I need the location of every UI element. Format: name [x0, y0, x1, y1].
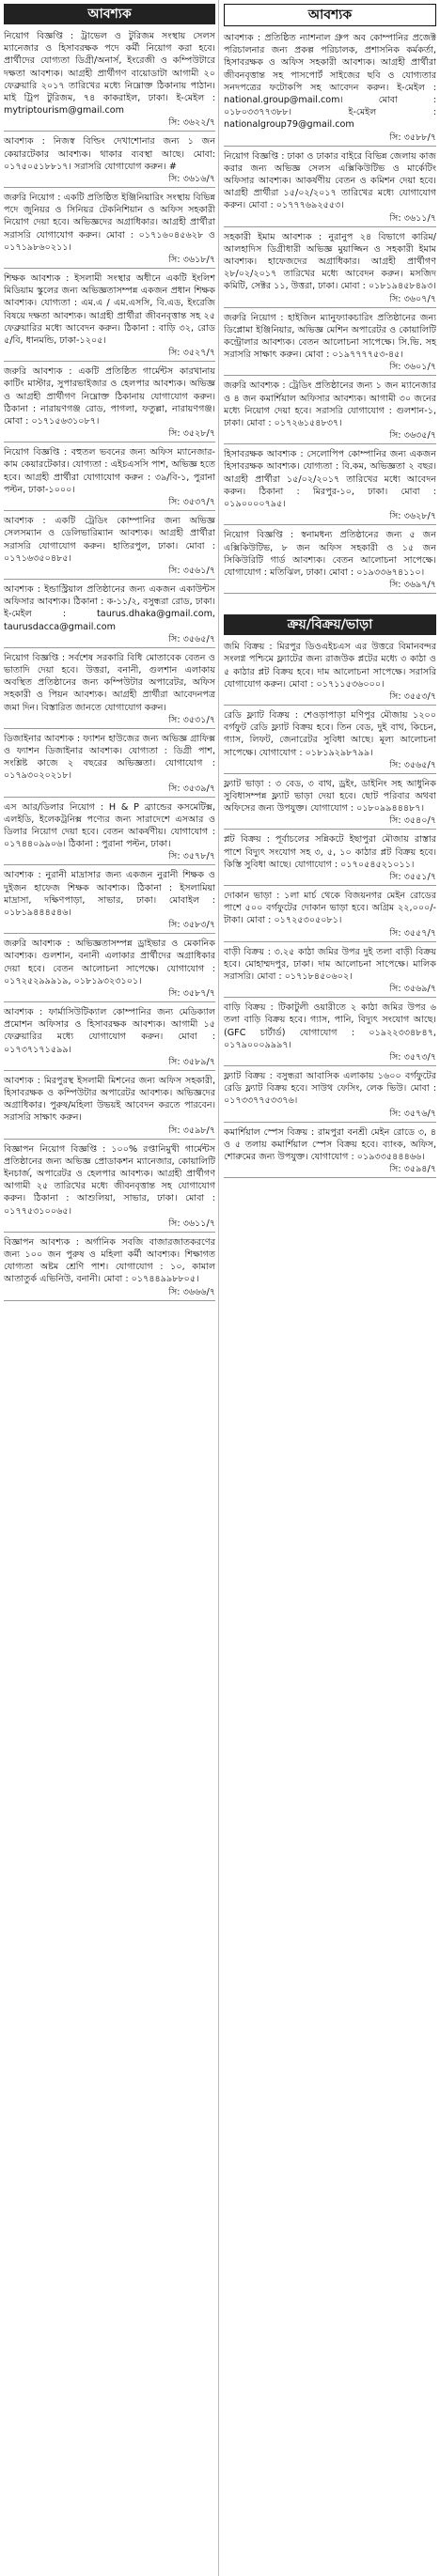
classified-ad-id: সি: ৩৫৩৭/৭ — [4, 496, 215, 511]
classified-ad — [224, 833, 436, 886]
classified-ad-id: সি: ৩৬২২/৭ — [4, 116, 215, 132]
classified-ad-text: নিয়োগ বিজ্ঞপ্তি : বহুতল ভবনের জন্য অফিস ম্যানেজার-কাম কেয়ারটেকার। যোগ্যতা : এইচএসসি পাশ, অভিজ্ঞ হতে হবে। আগ্রহী প্রার্থীরা যোগাযোগ করুন : ৩৯/বি-১, পুরানা পল্টন, ঢাকা-১০০০। — [4, 447, 215, 495]
classified-ad — [224, 778, 436, 830]
classified-ad-text: নিয়োগ বিজ্ঞপ্তি : সর্বশেষ সরকারি বিধি মোতাবেক বেতন ও ভাতাদি দেয়া হবে। উত্তরা, বনানী, গুলশান এলাকায় অবস্থিত প্রতিষ্ঠানের জন্য কম্পিউটার অপারেটর, অফিস সহকারী ও পিয়ন আবশ্যক। আগ্রহী প্রার্থীরা আবেদনপত্র জমা দিন। বিস্তারিত জানতে যোগাযোগ করুন। — [4, 652, 215, 713]
classified-ad — [4, 30, 215, 132]
classified-ad-text: আবশ্যক : ইন্ডাস্ট্রিয়াল প্রতিষ্ঠানের জন্য একজন একাউন্টস অফিসার আবশ্যক। ঠিকানা : ক-১১/২, বসুন্ধরা রোড, ঢাকা। ই-মেইল : taurus.dhaka@gmail.com, taurusdacca@gmail.com — [4, 583, 215, 632]
classified-ad — [4, 515, 215, 580]
classified-ad-text: রেডি ফ্ল্যাট বিক্রয় : শেওড়াপাড়া মণিপুর মৌজায় ১২০০ বর্গফুট রেডি ফ্ল্যাট বিক্রয় হবে। তিন বেড, দুই বাথ, কিচেন, গ্যাস, লিফট, জেনারেটর সুবিধা আছে। মূল্য আলোচনা সাপেক্ষে। যোগাযোগ : ০১৮১৯২৯৮৭৯৯। — [224, 709, 436, 758]
classified-ad — [4, 938, 215, 1002]
classified-ad-id: সি: ৩৫৫৩/৭ — [224, 691, 436, 706]
classified-ad-text: জরুরি আবশ্যক : একটি প্রতিষ্ঠিত গার্মেন্টস কারখানায় কাটিং মাস্টার, সুপারভাইজার ও হেলপার আবশ্যক। অভিজ্ঞ ও আগ্রহী প্রার্থীগণ নিম্নোক্ত ঠিকানায় যোগাযোগ করুন। ঠিকানা : নারায়ণগঞ্জ রোড, পাগলা, ফতুল্লা, নারায়ণগঞ্জ। মোবা : ০১৭১৫৬৩১০৮৭। — [4, 366, 215, 427]
classified-ad-id: সি: ৩৫২৭/৭ — [4, 347, 215, 362]
classified-ad — [224, 448, 436, 525]
classified-ad-id: সি: ৩৬৯৭/৭ — [224, 579, 436, 594]
column-divider — [218, 0, 219, 2576]
classified-ad-text: আবশ্যক : ফার্মাসিউটিক্যাল কোম্পানির জন্য মেডিক্যাল প্রমোশন অফিসার ও হিসাবরক্ষক আবশ্যক। আগামী ১৫ ফেব্রুয়ারির মধ্যে যোগাযোগ করুন। মোবা : ০১৭৩৭১৭১৫৯৯। — [4, 1006, 215, 1055]
classified-ad — [224, 641, 436, 706]
classified-ad-text: ফ্ল্যাট ভাড়া : ৩ বেড, ৩ বাথ, ড্রইং, ডাইনিং সহ আধুনিক সুবিধাসম্পন্ন ফ্ল্যাট ভাড়া দেয়া হবে। ছোট পরিবার অথবা অফিসের জন্য উপযুক্ত। যোগাযোগ : ০১৮০৯৯৪৪৪৮৭। — [224, 778, 436, 815]
classified-ad-text: আবশ্যক : প্রতিষ্ঠিত ন্যাশনাল গ্রুপ অব কোম্পানির প্রজেক্ট পরিচালনার জন্য প্রকল্প পরিচালক, প্রশাসনিক কর্মকর্তা, হিসাবরক্ষক ও অফিস সহকারী আবশ্যক। আগ্রহী প্রার্থীরা জীবনবৃত্তান্ত সহ পাসপোর্ট সাইজের ছবি ও যোগ্যতার সনদপত্রের ফটোকপি সহ আবেদন করুন। ই-মেইল : national.group@mail.com। মোবা : ০১৮০৩৩৭৭৩৮৮। ই-মেইল : nationalgroup79@gmail.com — [224, 33, 436, 131]
classified-ad-text: দোকান ভাড়া : ১লা মার্চ থেকে বিজয়নগর মেইন রোডের পাশে ৫০০ বর্গফুটের দোকান ভাড়া হবে। অগ্রিম ২২,০০০/- টাকা। মোবা : ০১৭২৫৩০৫০৮১। — [224, 890, 436, 926]
classified-ad-text: সহকারী ইমাম আবশ্যক : নুরানুপ ২৪ বিভাগে কারিম/আলহাদিস ডিগ্রীধারী অভিজ্ঞ মুয়াজ্জিন ও সহকারী ইমাম আবশ্যক। হাফেজদের অগ্রাধিকার। আগ্রহী প্রার্থীগণ ২৮/০২/২০১৭ তারিখের মধ্যে আবেদন করুন। মসজিদ কমিটি, সেক্টর ১১, উত্তরা, ঢাকা। মোবা : ০১৮১৯৪৫৮৪৯৩। — [224, 231, 436, 292]
classified-ad — [224, 380, 436, 444]
classified-ad-id: সি: ৩৫৩৯/৭ — [4, 783, 215, 798]
classified-ad — [224, 946, 436, 999]
classified-ad-id: সি: ৩৫৮৩/৭ — [4, 919, 215, 934]
classified-ad — [4, 733, 215, 798]
classified-ad — [4, 446, 215, 511]
classified-ad-id: সি: ৩৬১১/৭ — [4, 1218, 215, 1233]
classified-ad-text: নিয়োগ বিজ্ঞপ্তি : ঢাকা ও ঢাকার বাইরে বিভিন্ন জেলায় কাজ করার জন্য অভিজ্ঞ সেলস এক্সিকিউটিভ ও মার্কেটিং অফিসার আবশ্যক। আকর্ষণীয় বেতন ও কমিশন দেয়া হবে। আগ্রহী প্রার্থীরা ১৫/০২/২০১৭ তারিখের মধ্যে যোগাযোগ করুন। মোবা : ০১৭৭৭৬৯২৫৫৩। — [224, 150, 436, 211]
classified-list-left — [4, 30, 215, 1301]
classified-ad-id: সি: ৩৬১১/৭ — [224, 212, 436, 227]
classified-ad — [224, 709, 436, 774]
classified-ad-text: প্লট বিক্রয় : পূর্বাচলের সন্নিকটে ইছাপুরা মৌজায় রাস্তার পাশে বিদ্যুৎ সংযোগ সহ ৩, ৫, ১০ কাঠার প্লট বিক্রয় হবে। কিস্তি সুবিধা আছে। যোগাযোগ : ০১৭০৫৪৫২১০১১। — [224, 834, 436, 870]
classified-ad-id: সি: ৩৫৯৮/৭ — [4, 1125, 215, 1140]
classified-ad-id: সি: ৩৬৬৬/৭ — [4, 1286, 215, 1301]
classified-ad-id: সি: ৩৫৪০/৭ — [224, 815, 436, 830]
classified-ad-text: হিসাবরক্ষক আবশ্যক : সেলোপিপ কোম্পানির জন্য একজন হিসাবরক্ষক আবশ্যক। যোগ্যতা : বি.কম, অভিজ্ঞতা ২ বছর। আগ্রহী প্রার্থীরা ১৫/০২/২০১৭ তারিখের মধ্যে আবেদন করুন। ঠিকানা : মিরপুর-১০, ঢাকা। মোবা : ০১৯০০০০৭৯৫। — [224, 449, 436, 510]
classified-ad — [4, 869, 215, 934]
classified-ad-id: সি: ৩৫৩১/৭ — [4, 714, 215, 729]
left-column — [4, 4, 215, 1305]
section-header-wanted: আবশ্যক — [4, 4, 215, 24]
classified-ad-id: সি: ৩৫৯৪/৭ — [224, 1163, 436, 1178]
classified-ad-text: জরুরি আবশ্যক : ট্রেডিং প্রতিষ্ঠানের জন্য ১ জন ম্যানেজার ও ৪ জন কমার্শিয়াল অফিসার আবশ্যক। আগামী ৩০ জনের মধ্যে নিয়োগ দেয়া হবে। সরাসরি যোগাযোগ : গুলশান-১, ঢাকা। মোবা : ০১৭২৬১৫৪৮৩৭। — [224, 380, 436, 429]
classified-ad-text: বিজ্ঞাপন আবশ্যক : অর্গানিক সবজি বাজারজাতকরণের জন্য ১০০ জন পুরুষ ও মহিলা কর্মী আবশ্যক। শিক্ষাগত যোগ্যতা অষ্টম শ্রেণি পাশ। যোগাযোগ : ১০, কামাল আতাতুর্ক এভিনিউ, বনানী। মোবা : ০১৭৪৪৯৯৮৮০৫। — [4, 1236, 215, 1285]
classified-ad — [224, 890, 436, 942]
section-header-buy-sell-rent: ক্রয়/বিক্রয়/ভাড়া — [224, 614, 436, 635]
classified-ad-id: সি: ৩৬২৮/৭ — [224, 510, 436, 525]
classified-ad-id: সি: ৩৫৬৯/৭ — [224, 983, 436, 998]
classified-ad — [4, 1075, 215, 1140]
classified-ad-text: জরুরি আবশ্যক : অভিজ্ঞতাসম্পন্ন ড্রাইভার ও মেকানিক আবশ্যক। গুলশান, বনানী এলাকার প্রার্থীদের অগ্রাধিকার দেয়া হবে। বেতন আলোচনা সাপেক্ষে। যোগাযোগ : ০১৭২৫২৯৯৯১৯, ০১৮১৯৩২৩১০১। — [4, 939, 215, 986]
classified-ad-id: সি: ৩৫৫৭/৭ — [224, 927, 436, 942]
classified-ad-id: সি: ৩৫৭৬/৭ — [224, 1108, 436, 1123]
classified-ad-text: শিক্ষক আবশ্যক : ইসলামী সংস্থার অধীনে একটি ইংলিশ মিডিয়াম স্কুলের জন্য অভিজ্ঞতাসম্পন্ন একজন প্রধান শিক্ষক আবশ্যক। যোগ্যতা : এম.এ / এম.এসসি, বি.এড, ইংরেজি বিষয়ে দক্ষতা আবশ্যক। আগ্রহী প্রার্থীরা জীবনবৃত্তান্ত সহ ২৫ ফেব্রুয়ারির মধ্যে আবেদন করুন। ঠিকানা : বাড়ি ৩২, রোড ৫/বি, ধানমন্ডি, ঢাকা-১২০৫। — [4, 273, 215, 347]
classified-ad-text: বাড়ি বিক্রয় : টিকাটুলী ওয়ারীতে ২ কাঠা জমির উপর ৬ তলা বাড়ি বিক্রয় হবে। গ্যাস, পানি, বিদ্যুৎ সংযোগ আছে। (GFC চার্টার্ড) যোগাযোগ : ০১৯২২৩৩৪৮৪৭, ০১৭৯০০০৯৯৯৭। — [224, 1002, 436, 1050]
classified-ad — [224, 529, 436, 594]
classified-ad-id: সি: ৩৫৮৯/৭ — [4, 1056, 215, 1071]
classified-ad-id: সি: ৩৫৫১/৭ — [224, 871, 436, 886]
classified-ad-text: নিয়োগ বিজ্ঞপ্তি : স্বনামধন্য প্রতিষ্ঠানের জন্য ৫ জন এক্সিকিউটিভ, ৮ জন অফিস সহকারী ও ১৫ জন সিকিউরিটি গার্ড আবশ্যক। বেতন আলোচনা সাপেক্ষে। যোগাযোগ : মতিঝিল, ঢাকা। মোবা : ০১৯৩৩৬৭৪১১০। — [224, 530, 436, 578]
classified-ad-text: ফ্ল্যাট বিক্রয় : বসুন্ধরা আবাসিক এলাকায় ১৬০০ বর্গফুটের রেডি ফ্ল্যাট বিক্রয় হবে। সাউথ ফেসিং, লেক ভিউ। মোবা : ০১৭৩৩৭৭৫৩৩৭৬। — [224, 1070, 436, 1107]
classified-ad — [4, 192, 215, 269]
classified-ad-id: সি: ৩৬০৭/৭ — [224, 293, 436, 308]
classified-ad-text: এস আর/ডিলার নিয়োগ : H & P ব্র্যান্ডের কসমেটিক্স, এলইডি, ইলেকট্রনিক্স পণ্যের জন্য সারাদেশে এসআর ও ডিলার নিয়োগ দেয়া হবে। বেতন আকর্ষণীয়। যোগাযোগ : ০১৭৪৪০৯৯০৬। ঠিকানা : পুরানা পল্টন, ঢাকা। — [4, 801, 215, 850]
right-column — [224, 4, 436, 1182]
classified-ad — [224, 32, 436, 147]
classified-ad-id: সি: ৩৬৩৫/৭ — [224, 429, 436, 444]
classified-ad-text: জরুরি নিয়োগ : হাইজিন ম্যানুফ্যাকচারিং প্রতিষ্ঠানের জন্য ডিপ্লোমা ইঞ্জিনিয়ার, অভিজ্ঞ মেশিন অপারেটর ও কোয়ালিটি কন্ট্রোলার আবশ্যক। বেতন আলোচনা সাপেক্ষে। সি.ভি. সহ সরাসরি সাক্ষাৎ করুন। মোবা : ০১৯৭৭৭৭৫৩-৪৫। — [224, 312, 436, 361]
classified-ad — [224, 231, 436, 308]
classified-ad-text: বাড়ী বিক্রয় : ৩.২৫ কাঠা জমির উপর দুই তলা বাড়ী বিক্রয় হবে। মোহাম্মদপুর, ঢাকা। দাম আলোচনা সাপেক্ষে। মালিক সরাসরি। মোবা : ০১৭১৮৪৫০৬০২। — [224, 946, 436, 982]
section-header-wanted-right: আবশ্যক — [224, 4, 436, 26]
classified-ad — [4, 1236, 215, 1301]
classified-ad-id: সি: ৩৬১৬/৭ — [4, 173, 215, 188]
classified-ad — [4, 272, 215, 362]
classified-ad-text: আবশ্যক : একটি ট্রেডিং কোম্পানির জন্য অভিজ্ঞ সেলসম্যান ও ডেলিভারিম্যান আবশ্যক। আগ্রহী প্রার্থীরা সরাসরি যোগাযোগ করুন। হাতিরপুল, ঢাকা। মোবা : ০১৭১৬৩৫০৪৮৫। — [4, 516, 215, 564]
classified-ad-text: ডিজাইনার আবশ্যক : ফ্যাশন হাউজের জন্য অভিজ্ঞ গ্রাফিক্স ও ফ্যাশন ডিজাইনার আবশ্যক। যোগ্যতা : ডিগ্রী পাশ, সংশ্লিষ্ট কাজে ২ বছরের অভিজ্ঞতা। যোগাযোগ : ০১৭৯৩০২০২১৮। — [4, 733, 215, 782]
classified-ad-text: বিজ্ঞাপন নিয়োগ বিজ্ঞপ্তি : ১০০% রপ্তানিমুখী গার্মেন্টস প্রতিষ্ঠানের জন্য অভিজ্ঞ প্রোডাকশন ম্যানেজার, কোয়ালিটি ইনচার্জ, অপারেটর ও হেলপার আবশ্যক। আগ্রহী প্রার্থীগণ আগামী ২৫ তারিখের মধ্যে জীবনবৃত্তান্ত সহ যোগাযোগ করুন। ঠিকানা : আশুলিয়া, সাভার, ঢাকা। মোবা : ০১৭৭৫৩১০০৬৫। — [4, 1143, 215, 1217]
classified-ad — [4, 652, 215, 729]
classified-ad-text: আবশ্যক : নুরানী মাদ্রাসার জন্য একজন নুরানী শিক্ষক ও দুইজন হাফেজ শিক্ষক আবশ্যক। ঠিকানা : ইসলামিয়া মাদ্রাসা, দক্ষিণপাড়া, সাভার, ঢাকা। মোবাইল : ০১৮১৯৪৪৪৫৪৬। — [4, 870, 215, 918]
classified-ad — [4, 365, 215, 442]
classified-ad-id: সি: ৩৬১৮/৭ — [4, 254, 215, 269]
classified-ad-text: আবশ্যক : মিরপুরস্থ ইসলামী মিশনের জন্য অফিস সহকারী, হিসাবরক্ষক ও কম্পিউটার অপারেটর আবশ্যক। অভিজ্ঞদের অগ্রাধিকার। পুরুষ/মহিলা উভয়ই আবেদন করতে পারবেন। সরাসরি সাক্ষাৎ করুন। — [4, 1075, 215, 1124]
classified-ad — [224, 150, 436, 227]
classified-ad-id: সি: ৩৫৬৫/৭ — [4, 633, 215, 648]
classified-ad-id: সি: ৩৫৮৮/৭ — [224, 132, 436, 147]
classified-ad-id: সি: ৩৫৬৫/৭ — [224, 759, 436, 774]
classified-ad — [224, 1126, 436, 1179]
classified-ad-id: সি: ৩৬০১/৭ — [224, 361, 436, 376]
classified-ad — [224, 312, 436, 377]
classified-ad — [4, 1143, 215, 1233]
classified-ad-id: সি: ৩৫৮৭/৭ — [4, 987, 215, 1002]
classified-ad — [4, 135, 215, 188]
classified-ad-text: আবশ্যক : নিজস্ব বিল্ডিং দেখাশোনার জন্য ১ জন কেয়ারটেকার আবশ্যক। থাকার ব্যবস্থা আছে। মোবা: ০১৭৫০৫১৮৮১৭। সরাসরি যোগাযোগ করুন। # — [4, 136, 215, 172]
classified-list-right-wanted — [224, 32, 436, 594]
classified-ad-id: সি: ৩৫২৮/৭ — [4, 427, 215, 442]
classified-ad-text: জরুরি নিয়োগ : একটি প্রতিষ্ঠিত ইঞ্জিনিয়ারিং সংস্থায় বিভিন্ন পদে জুনিয়র ও সিনিয়র টেকনিশিয়ান ও অফিস সহকারী নিয়োগ দেয়া হবে। অভিজ্ঞদের অগ্রাধিকার। আগ্রহী প্রার্থীরা সরাসরি যোগাযোগ করুন। মোবা : ০১৭১৬০৪৫৬২৮ ও ০১৭১৯৮৬০২১১। — [4, 193, 215, 253]
section-spacer — [224, 597, 436, 614]
classified-ad — [224, 1070, 436, 1123]
classified-ad-text: জমি বিক্রয় : মিরপুর ডিওএইচএস এর উত্তরে বিমানবন্দর সংলগ্ন পশ্চিমে ফ্ল্যাটের জন্য রাজউক প্লটের মধ্যে ৩ কাঠা ও ৫ কাঠার প্লট বিক্রয় হবে। দাম আলোচনা সাপেক্ষে। সরাসরি যোগাযোগ করুন। মোবা : ০১৭১১৫৩৬০০০। — [224, 642, 436, 690]
classified-ad — [4, 1006, 215, 1071]
classified-ad-id: সি: ৩৫৭৮/৭ — [4, 850, 215, 865]
classified-ad-text: নিয়োগ বিজ্ঞপ্তি : ট্রাভেল ও টুরিজম সংস্থায় সেলস ম্যানেজার ও হিসাবরক্ষক পদে কর্মী নিয়োগ করা হবে। প্রার্থীদের যোগ্যতা ডিগ্রী/অনার্স, ইংরেজী ও কম্পিউটারে দক্ষতা আবশ্যক। আগ্রহী প্রার্থীগণ বায়োডাটা আগামী ২০ ফেব্রুয়ারি ২০১৭ তারিখের মধ্যে নিম্নোক্ত ঠিকানায় পাঠান। মাই ট্রিপ টুরিজম, ৭৪ কাকরাইল, ঢাকা। ই-মেইল : mytriptourism@gmail.com — [4, 31, 215, 116]
classified-list-buy-sell-rent — [224, 641, 436, 1178]
classified-ad — [224, 1001, 436, 1066]
classified-ad — [4, 801, 215, 866]
classified-ad — [4, 583, 215, 648]
classified-ad-id: সি: ৩৫৬১/৭ — [4, 565, 215, 580]
classified-ad-id: সি: ৩৫৭৩/৭ — [224, 1051, 436, 1066]
classified-ad-text: কমার্শিয়াল স্পেস বিক্রয় : রামপুরা বনশ্রী মেইন রোডে ৩, ৪ ও ৫ তলায় কমার্শিয়াল স্পেস বিক্রয় হবে। ব্যাংক, অফিস, শোরুমের জন্য উপযুক্ত। যোগাযোগ : ০১৯৩৩৫৪৪৪৬৬। — [224, 1126, 436, 1162]
